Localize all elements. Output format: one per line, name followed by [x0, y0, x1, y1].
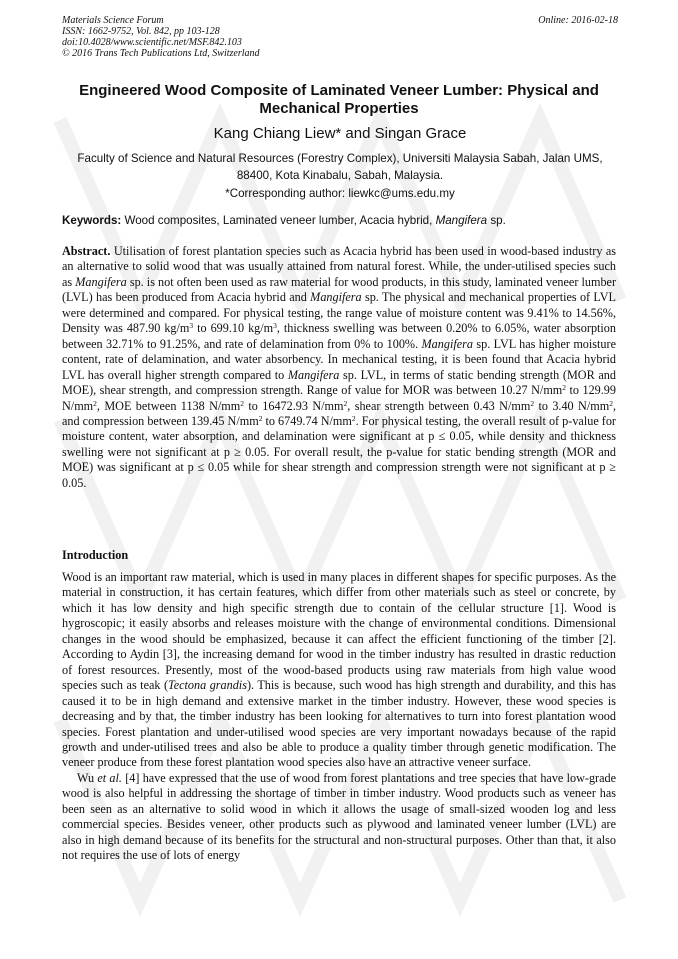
keywords-text: Wood composites, Laminated veneer lumber, Acacia hybrid,	[121, 214, 436, 227]
abstract-text: Utilisation of forest plantation species such as Acacia hybrid has been used in wood-based industry as an alternative to solid wood that was usually attained from natural forest. While, the under-utilised species such as	[62, 244, 616, 289]
species-name: Mangifera	[310, 290, 362, 305]
keywords	[62, 214, 618, 228]
superscript: 2	[240, 398, 245, 408]
copyright-line: © 2016 Trans Tech Publications Ltd, Switzerland	[62, 48, 260, 59]
abstract-text: , MOE between 1138 N/mm	[96, 398, 241, 413]
abstract-text: to 3.40 N/mm	[534, 398, 610, 413]
keywords-italic: Mangifera	[435, 214, 488, 227]
doi-line: doi:10.4028/www.scientific.net/MSF.842.103	[62, 37, 242, 48]
abstract-text: sp. LVL, in terms of static bending strength (MOR and MOE), shear strength, and compression strength. Range of value for MOR was between 10.27 N/mm	[62, 367, 616, 398]
introduction-paragraph-1	[62, 570, 616, 771]
introduction-heading: Introduction	[62, 548, 129, 562]
journal-header	[62, 15, 618, 59]
species-name: Mangifera	[75, 274, 127, 289]
body-text: ). This is because, such wood has high strength and durability, and this has caused it to be in high demand and extensive market in the timber industry. However, these wood species is decreasing and by that, the timber industry has been looking for alternatives to turn into forest plantation wood species. Forest plantation and under-utilised wood species are very important nowadays because of the rapid growth and under-utilised trees and also be able to produce a quality timber through genetic modification. The veneer produce from these forest plantation wood species also have an attractive veneer surface.	[62, 678, 616, 770]
citation-etal: et al.	[97, 770, 122, 785]
abstract-text: , thickness swelling was between 0.20% to 6.05%, water absorption between 32.71% to 91.25%, and rate of delamination from 0% to 100%.	[62, 321, 616, 351]
abstract	[62, 244, 616, 491]
body-text: Wood is an important raw material, which is used in many places in different shapes for specific purposes. As the material in construction, it has certain features, which differ from other materials such as steel or concrete, by which it has low density and high specific strength due to contain of the cellular structure [1]. Wood is hygroscopic; it easily absorbs and releases moisture with the change of environmental conditions. Dimensional changes in the wood should be emphasized, because it can affect the efficient functioning of the timber [2]. According to Aydin [3], the increasing demand for wood in the timber industry has resulted in drastic reduction of forest resources. Presently, most of the wood-based products using raw materials from high value wood species such as teak (	[62, 570, 616, 693]
superscript: 2	[343, 398, 348, 408]
abstract-text: to 129.99 N/mm	[62, 383, 616, 413]
abstract-text: , and compression between 139.45 N/mm	[62, 398, 616, 428]
abstract-text: , shear strength between 0.43 N/mm	[347, 398, 531, 413]
abstract-text: sp. LVL has higher moisture content, rate of delamination, and water absorbency. In mechanical testing, it is been found that Acacia hybrid LVL has overall higher strength compared to	[62, 336, 616, 382]
introduction-paragraph-2	[62, 771, 616, 864]
abstract-text: . For physical testing, the overall result of p-value for moisture content, water absorption, and delamination were significant at p ≤ 0.05, while density and thickness swelling were not significant at p ≥ 0.05. For overall result, the p-value for static bending strength (MOR and MOE) was significant at p ≤ 0.05 while for shear strength and compression strength were not significant at p ≥ 0.05.	[62, 413, 616, 490]
superscript: 2	[562, 383, 567, 393]
paper-title: Engineered Wood Composite of Laminated Veneer Lumber: Physical and Mechanical Properties	[79, 82, 599, 117]
abstract-text: sp. is not often been used as raw material for wood products, in this study, laminated veneer lumber (LVL) has been produced from Acacia hybrid and	[62, 274, 617, 305]
author-list: Kang Chiang Liew* and Singan Grace	[213, 125, 467, 142]
abstract-text: to 16472.93 N/mm	[244, 398, 344, 413]
corresponding-author	[62, 187, 618, 201]
journal-name: Materials Science Forum	[62, 15, 164, 26]
superscript: 2	[530, 398, 535, 408]
superscript: 3	[189, 321, 194, 331]
species-name: Mangifera	[421, 336, 473, 351]
abstract-label: Abstract.	[62, 244, 111, 258]
superscript: 2	[609, 398, 613, 408]
superscript: 2	[93, 398, 97, 408]
species-name: Mangifera	[287, 367, 340, 382]
superscript: 2	[258, 413, 263, 423]
body-text: [4] have expressed that the use of wood from forest plantations and tree species that have low-grade wood is also helpful in addressing the shortage of timber in timber industry. Wood products such as veneer has been seen as an alternative to solid wood in which it allows the usage of small-sized wooden log and less commercial species. Besides veneer, other products such as plywood and laminated veneer lumber (LVL) are also in high demand because of its benefits for the structural and non-structural purposes. Other than that, it also not requires the use of lots of energy	[62, 770, 617, 863]
affiliation: Faculty of Science and Natural Resources (Forestry Complex), Universiti Malaysia Sabah, Jalan UMS, 88400, Kota Kinabalu, Sabah, Malaysia.	[77, 152, 603, 182]
keywords-label: Keywords:	[62, 214, 122, 227]
abstract-text: sp. The physical and mechanical properties of LVL were determined and compared. For physical testing, the range value of moisture content was 9.41% to 14.56%, Density was 487.90 kg/m	[62, 290, 617, 336]
superscript: 3	[273, 321, 277, 331]
abstract-text: to 699.10 kg/m	[193, 321, 274, 336]
online-date: Online: 2016-02-18	[538, 15, 618, 26]
introduction-body	[62, 570, 616, 864]
keywords-tail: sp.	[487, 214, 506, 227]
body-text: Wu	[77, 770, 98, 785]
abstract-text: to 6749.74 N/mm	[262, 413, 352, 428]
issn-line: ISSN: 1662-9752, Vol. 842, pp 103-128	[62, 26, 220, 37]
corresponding-label: *Corresponding author:	[225, 187, 349, 200]
superscript: 2	[351, 413, 356, 423]
corresponding-email[interactable]: liewkc@ums.edu.my	[348, 187, 455, 200]
species-name: Tectona grandis	[168, 678, 247, 693]
